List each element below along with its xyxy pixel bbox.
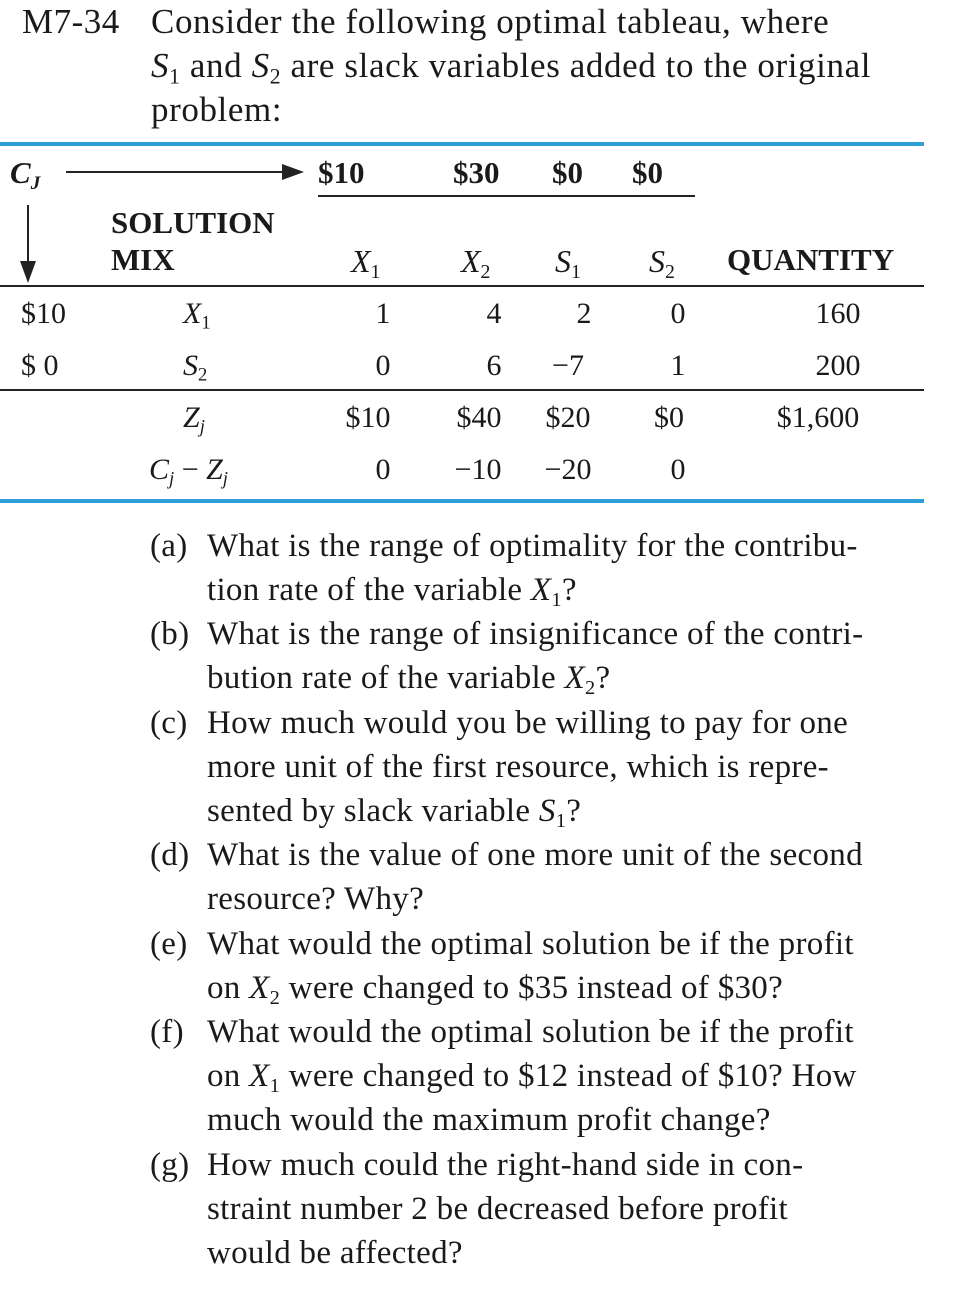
problem-statement-line-1: Consider the following optimal tableau, where (151, 2, 830, 41)
cj-right-arrow-icon (66, 160, 306, 184)
question-g-line-3: would be affected? (207, 1235, 463, 1271)
row-1-x1: 1 (375, 297, 391, 330)
row-2-cj: $ 0 (21, 349, 59, 382)
question-a-label: (a) (150, 528, 188, 564)
cj-value-s2: $0 (632, 155, 663, 190)
row-1-quantity: 160 (815, 297, 861, 330)
question-b-line-2: bution rate of the variable $X_2$? (207, 660, 611, 700)
zj-x2: $40 (456, 401, 502, 434)
question-d-line-1: What is the value of one more unit of the second (207, 837, 863, 873)
question-c-line-3: sented by slack variable $S_1$? (207, 793, 582, 833)
table-bottom-rule (0, 499, 924, 503)
question-d-label: (d) (150, 837, 190, 873)
cj-value-x2: $30 (453, 155, 500, 190)
down-arrow-icon (16, 205, 40, 285)
zj-x1: $10 (345, 401, 391, 434)
cj-value-s1: $0 (552, 155, 583, 190)
zj-quantity: $1,600 (776, 401, 860, 434)
question-f-line-1: What would the optimal solution be if the profit (207, 1014, 854, 1050)
question-b-line-1: What is the range of insignificance of the contri- (207, 616, 864, 652)
row-1-s2: 0 (670, 297, 686, 330)
question-a-line-1: What is the range of optimality for the contribu- (207, 528, 858, 564)
question-b-label: (b) (150, 616, 190, 652)
question-d-line-2: resource? Why? (207, 881, 425, 917)
row-1-cj: $10 (21, 297, 66, 330)
row-2-s2: 1 (670, 349, 686, 382)
cj-minus-zj-x2: −10 (454, 453, 502, 486)
row-2-quantity: 200 (815, 349, 861, 382)
cj-underline (318, 195, 695, 197)
cj-minus-zj-label: $C_j - Z_j$ (149, 453, 228, 490)
row-2-x1: 0 (375, 349, 391, 382)
row-2-s1: −7 (552, 349, 584, 382)
col-header-s1: $S_1$ (555, 243, 581, 283)
cj-value-x1: $10 (318, 155, 365, 190)
table-top-rule (0, 142, 924, 146)
col-header-s2: $S_2$ (649, 243, 675, 283)
solution-mix-label-1: SOLUTION (111, 205, 275, 240)
question-c-label: (c) (150, 705, 188, 741)
quantity-header: QUANTITY (727, 242, 895, 277)
body-bottom-rule (0, 389, 924, 391)
question-c-line-2: more unit of the first resource, which is repre- (207, 749, 829, 785)
problem-statement-line-3: problem: (151, 90, 283, 129)
question-g-line-1: How much could the right-hand side in con- (207, 1147, 804, 1183)
row-1-x2: 4 (486, 297, 502, 330)
question-f-line-2: on $X_1$ were changed to $12 instead of $10? How (207, 1058, 857, 1098)
zj-s1: $20 (545, 401, 591, 434)
col-header-x1: $X_1$ (351, 243, 381, 283)
col-header-x2: $X_2$ (461, 243, 491, 283)
cj-minus-zj-s1: −20 (544, 453, 592, 486)
cj-minus-zj-x1: 0 (375, 453, 391, 486)
question-e-line-2: on $X_2$ were changed to $35 instead of $30? (207, 970, 784, 1010)
question-c-line-1: How much would you be willing to pay for one (207, 705, 849, 741)
row-2-x2: 6 (486, 349, 502, 382)
question-g-label: (g) (150, 1147, 190, 1183)
problem-statement-line-2: $S_1$ and $S_2$ are slack variables added to the original (151, 46, 872, 89)
row-2-basis: $S_2$ (183, 349, 208, 386)
cj-minus-zj-s2: 0 (670, 453, 686, 486)
header-bottom-rule (0, 285, 924, 287)
question-f-label: (f) (150, 1014, 184, 1050)
problem-number: M7-34 (22, 2, 120, 41)
question-e-label: (e) (150, 926, 188, 962)
cj-label: $C_J$ (10, 155, 41, 194)
question-e-line-1: What would the optimal solution be if the profit (207, 926, 854, 962)
question-a-line-2: tion rate of the variable $X_1$? (207, 572, 577, 612)
row-1-s1: 2 (576, 297, 592, 330)
row-1-basis: $X_1$ (183, 297, 211, 334)
solution-mix-label-2: MIX (111, 242, 175, 277)
zj-label: $Z_j$ (183, 401, 205, 438)
question-g-line-2: straint number 2 be decreased before profit (207, 1191, 788, 1227)
question-f-line-3: much would the maximum profit change? (207, 1102, 771, 1138)
zj-s2: $0 (654, 401, 684, 434)
